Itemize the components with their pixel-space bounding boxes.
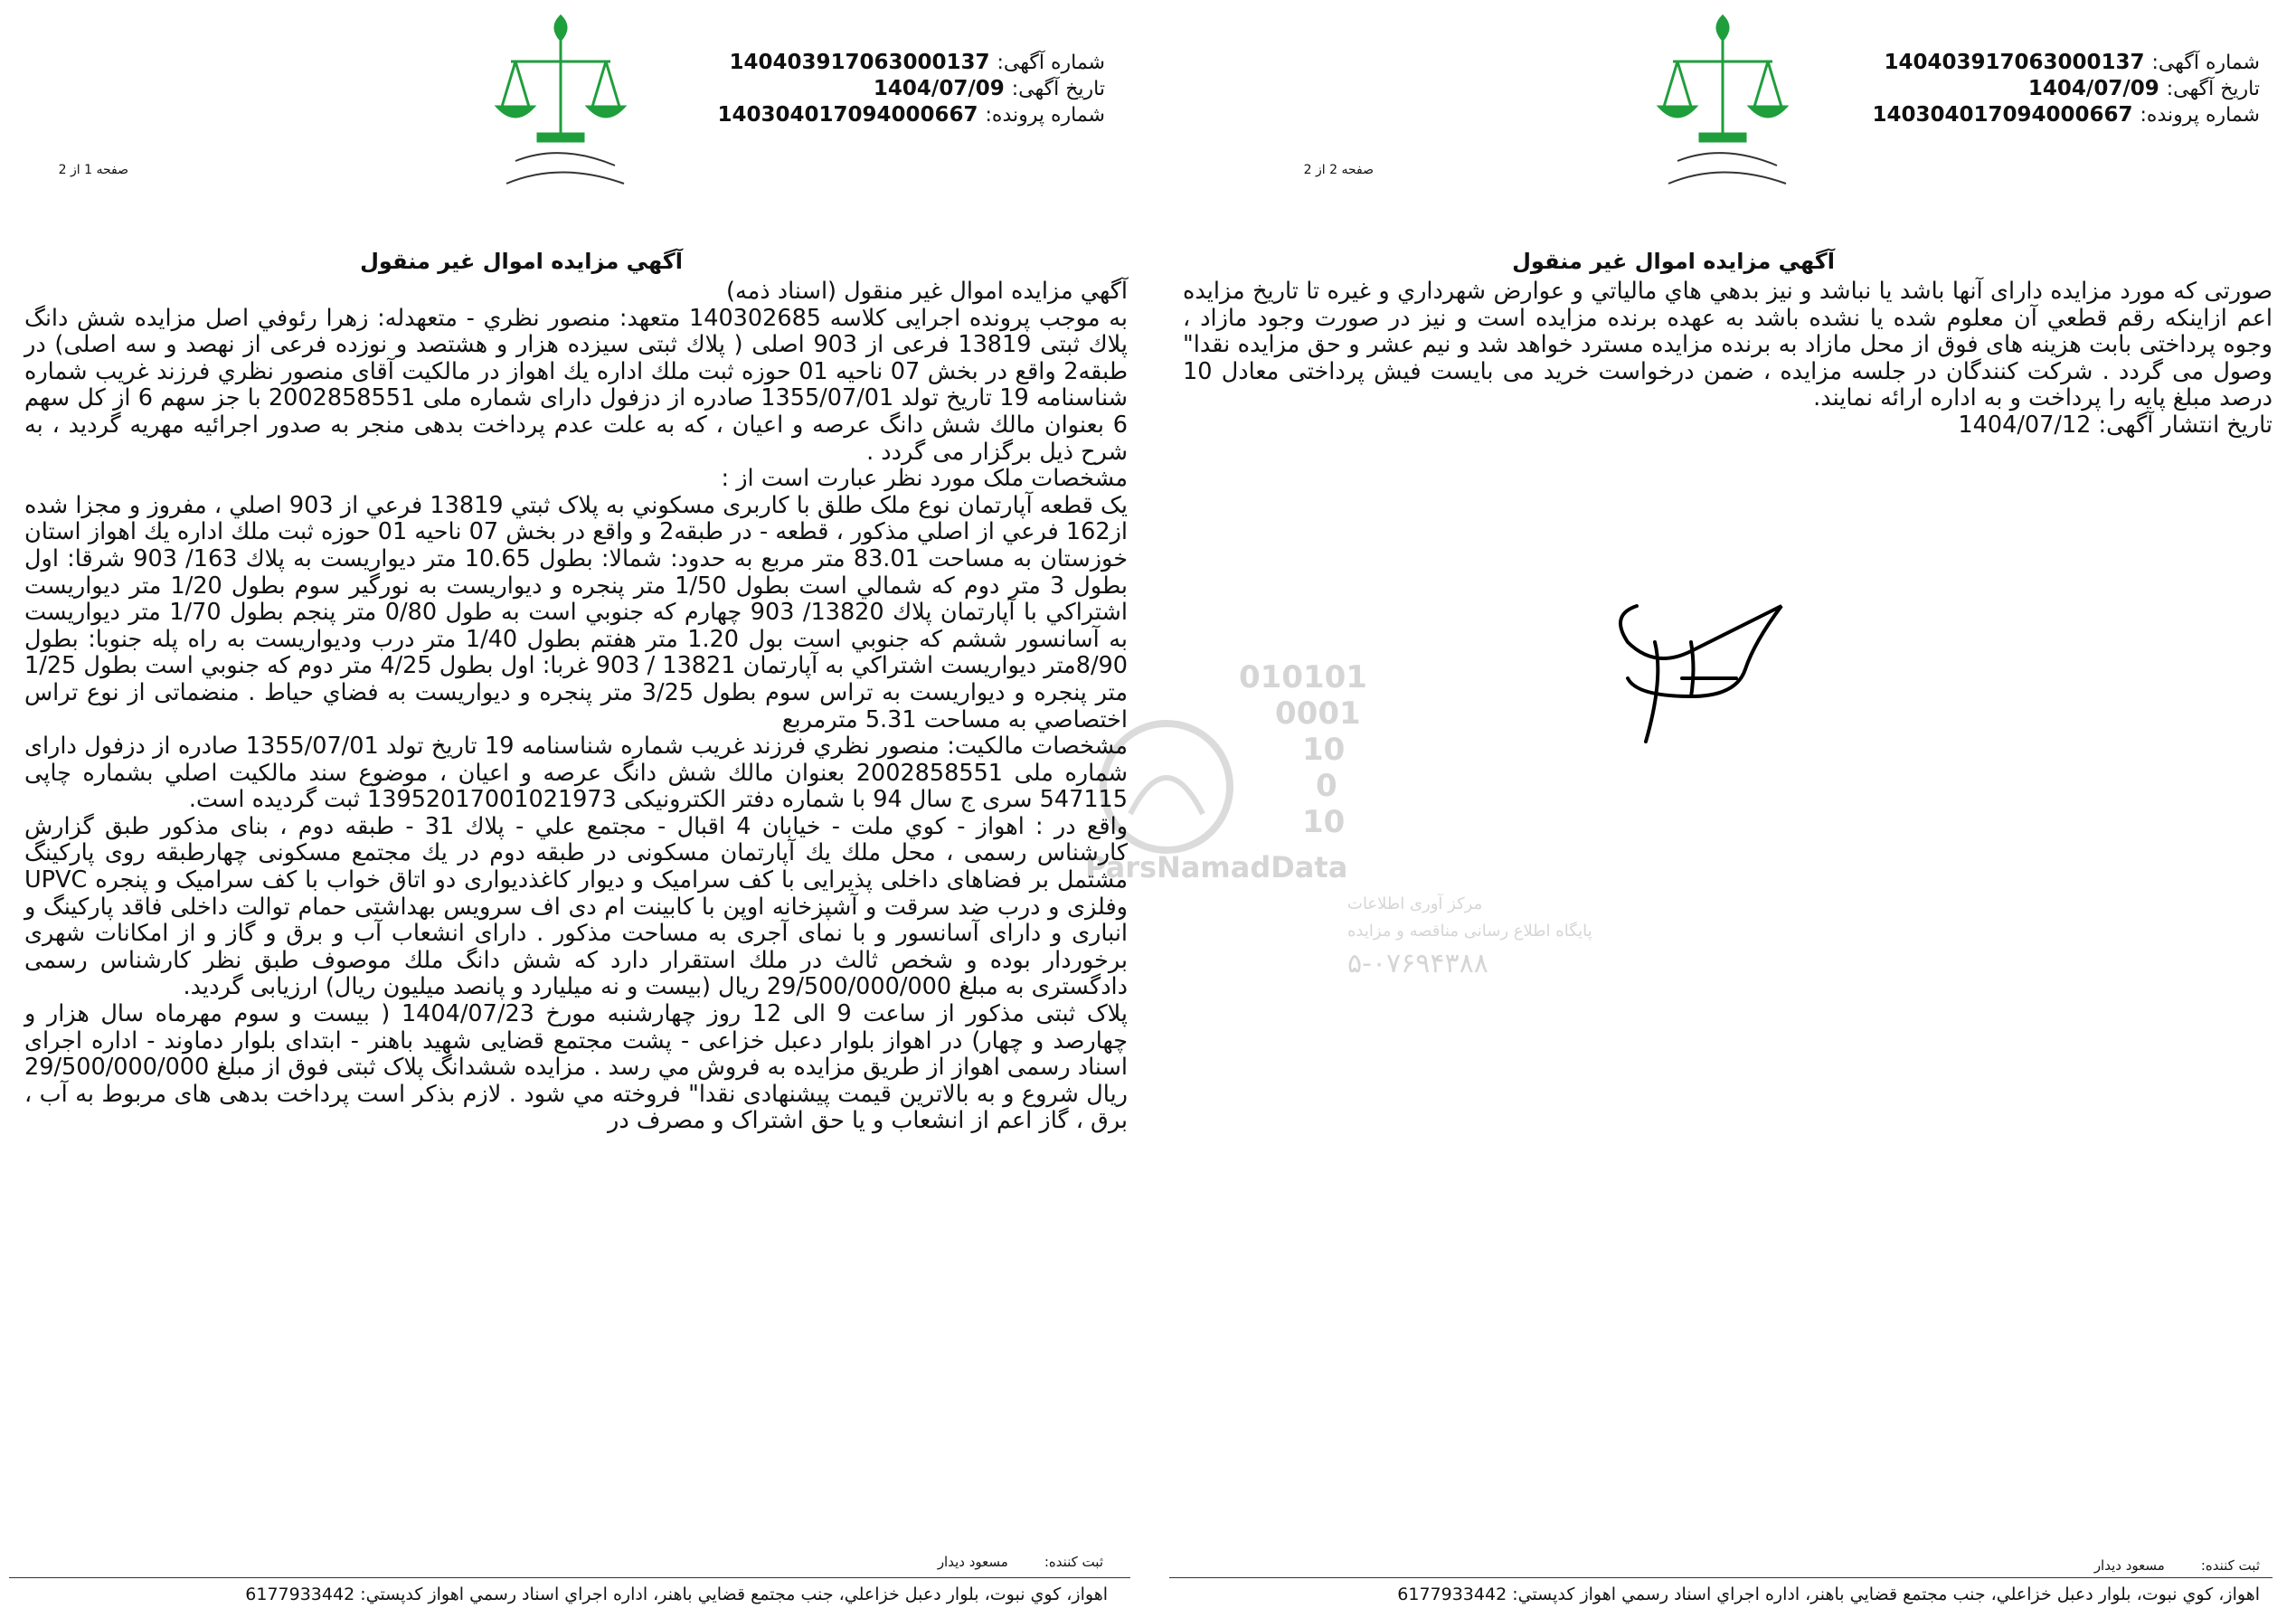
case-number-row: [717, 102, 1105, 128]
watermark-brand: ParsNamadData: [1085, 850, 1348, 884]
watermark-binary-4: 0: [1316, 768, 1337, 804]
case-number-label: شماره پرونده:: [985, 104, 1105, 127]
notice-number: 140403917063000137: [729, 51, 990, 74]
body-paragraph: مشخصات ملک مورد نظر عبارت است از :: [721, 465, 1128, 493]
watermark-phone: ۵-۰۷۶۹۴۳۸۸: [1347, 948, 1488, 979]
emblem-caption: قوه قضاييه - سازمان ثبت اسناد و املاک کشور: [1623, 7, 1641, 8]
judiciary-emblem-icon: [1623, 7, 1804, 202]
body-paragraph: يک قطعه آپارتمان نوع ملک طلق با کاربری مسکوني به پلاک ثبتي 13819 فرعي از 903 اصلي ، مفروز و مجزا شده از162 فرعي از اصلي مذكور ، قطعه - در طبقه2 و واقع در بخش 07 ناحيه 01 حوزه ثبت ملك اداره يك اهواز استان خوزستان به مساحت 83.01 متر مربع به حدود: شمالا: بطول 10.65 متر ديواريست به پلاك 163/ 903 شرقا: اول بطول 3 متر دوم كه شمالي است بطول 1/50 متر پنجره و ديواريست به نورگير سوم بطول 1/20 متر ديواريست اشتراكي با آپارتمان پلاك 13820/ 903 چهارم كه جنوبي است به طول 0/80 متر پنجم بطول 1/70 متر ديواريست به آسانسور ششم كه جنوبي است بول 1.20 متر هفتم بطول 1/40 متر درب وديواريست به راه پله جنوبا: بطول 8/90متر ديواريست اشتراكي به آپارتمان 13821 / 903 غربا: اول بطول 4/25 متر دوم كه جنوبي است بطول 1/25 متر پنجره و ديواريست به تراس سوم بطول 3/25 متر پنجره و ديواريست به فضاي حياط . منضماتی از نوع تراس اختصاصي به مساحت 5.31 مترمربع: [24, 491, 1128, 733]
notice-meta: [1872, 50, 2260, 128]
case-number-row: [1872, 102, 2260, 128]
body-paragraph: آگهي مزايده اموال غير منقول (اسناد ذمه): [726, 278, 1128, 305]
notice-date-row: [717, 76, 1105, 102]
registrar-label: ثبت کننده:: [2200, 1557, 2260, 1574]
notice-page-2: [1148, 0, 2296, 1608]
watermark-binary-3: 10: [1302, 732, 1346, 768]
registrar: [938, 1554, 1103, 1570]
emblem-caption: قوه قضاييه - سازمان ثبت اسناد و املاک کشور: [461, 7, 479, 8]
notice-number: 140403917063000137: [1884, 51, 2145, 74]
notice-date: 1404/07/09: [873, 77, 1005, 100]
signature-icon: [1601, 579, 1800, 751]
body-paragraph: واقع در : اهواز - كوي ملت - خيابان 4 اقبال - مجتمع علي - پلاك 31 - طبقه دوم ، بنای مذكور طبق گزارش كارشناس رسمی ، محل ملك يك آپارتمان مسكونی در طبقه دوم در يك مجتمع مسكونی چهارطبقه روی پاركينگ مشتمل بر فضاهای داخلی پذيرایی با كف سراميک و ديوار كاغذديواری دو اتاق خواب با كف سراميک و پنجره UPVC وفلزی و درب ضد سرقت و آشپزخانه اوپن با كابينت ام دی اف سرويس بهداشتی حمام توالت داخلی فاقد پاركينگ و انباری و دارای آسانسور و با نمای آجری به مساحت مذكور . دارای انشعاب آب و برق و گاز و از امكانات شهری برخوردار بوده و شخص ثالث در ملك استقرار دارد كه شش دانگ ملك موصوف طبق نظر كارشناس رسمی دادگستری به مبلغ 29/500/000/000 ريال (بيست و نه ميليارد و پانصد ميليون ريال) ارزيابی گرديد.: [24, 812, 1129, 1001]
registrar: [2094, 1557, 2260, 1574]
page-indicator: صفحه 2 از 2: [1303, 163, 1374, 177]
notice-date: 1404/07/09: [2027, 77, 2159, 100]
watermark-tagline: پایگاه اطلاع رسانی مناقصه و مزایده: [1347, 922, 1592, 941]
notice-number-row: [717, 50, 1105, 76]
watermark-binary-5: 10: [1302, 804, 1346, 840]
body-paragraph: پلاک ثبتی مذكور از ساعت 9 الی 12 روز چهارشنبه مورخ 1404/07/23 ( بيست و سوم مهرماه سال هزار و چهارصد و چهار) در اهواز بلوار دعبل خزاعی - پشت مجتمع قضايی شهيد باهنر - ابتدای بلوار دماوند - اداره اجرای اسناد رسمی اهواز از طريق مزايده به فروش مي رسد . مزايده ششدانگ پلاک ثبتی فوق از مبلغ 29/500/000/000 ريال شروع و به بالاترين قيمت پيشنهادی نقدا" فروخته مي شود . لازم بذكر است پرداخت بدهی های مربوط به آب ، برق ، گاز اعم از انشعاب و يا حق اشتراک و مصرف در: [24, 1000, 1128, 1135]
registrar-name: مسعود ديدار: [937, 1554, 1008, 1570]
notice-number-label: شماره آگهی:: [997, 52, 1105, 74]
registrar-label: ثبت کننده:: [1044, 1554, 1103, 1570]
publication-date: تاريخ انتشار آگهی: 1404/07/12: [1958, 411, 2272, 439]
notice-body: [1183, 279, 2272, 440]
body-paragraph: به موجب پرونده اجرایی کلاسه 140302685 متعهد: منصور نظري - متعهدله: زهرا رئوفي اصل مزايده شش دانگ پلاك ثبتی 13819 فرعی از 903 اصلی ( پلاك ثبتی سیزده هزار و هشتصد و نوزده فرعی از نهصد و سه اصلی) در طبقه2 واقع در بخش 07 ناحيه 01 حوزه ثبت ملك اداره يك اهواز در مالكيت آقای منصور نظري فرزند غريب شماره شناسنامه 19 تاريخ تولد 1355/07/01 صادره از دزفول دارای شماره ملی 2002858551 با جز سهم 6 از کل سهم 6 بعنوان مالك شش دانگ عرصه و اعيان ، كه به علت عدم پرداخت بدهی منجر به صدور اجرائیه مهریه گردید ، به شرح ذیل برگزار می گردد .: [24, 304, 1129, 466]
registrar-name: مسعود ديدار: [2093, 1557, 2165, 1574]
body-paragraph: صورتی که مورد مزايده دارای آنها باشد يا نباشد و نيز بدهي هاي مالياتي و عوارض شهرداري و غيره تا تاريخ مزايده اعم ازاينكه رقم قطعي آن معلوم شده يا نشده باشد به عهده برنده مزايده است و نيز در صورت وجود مازاد ، وجوه پرداختی بابت هزينه های فوق از محل مازاد به برنده مزايده مسترد خواهد شد و نيم عشر و حق مزايده نقدا" وصول می گردد . شركت كنندگان در جلسه مزايده ، ضمن درخواست خريد می بايست فيش پرداختی معادل 10 درصد مبلغ پايه را پرداخت و به اداره ارائه نمايند.: [1183, 278, 2272, 412]
watermark-binary-2: 0001: [1275, 695, 1361, 732]
case-number-label: شماره پرونده:: [2140, 104, 2260, 127]
notice-date-row: [1872, 76, 2260, 102]
office-address: اهواز، كوي نبوت، بلوار دعبل خزاعلي، جنب مجتمع قضايي باهنر، اداره اجراي اسناد رسمي اهواز کدپستي: 6177933442: [1397, 1584, 2260, 1604]
page-title: آگهي مزايده اموال غير منقول: [360, 249, 683, 274]
footer-divider: [9, 1577, 1130, 1578]
page-indicator: صفحه 1 از 2: [58, 163, 128, 177]
case-number: 140304017094000667: [1872, 103, 2133, 127]
notice-number-row: [1872, 50, 2260, 76]
watermark-tagline-2: مرکز آوری اطلاعات: [1347, 894, 1483, 913]
judiciary-emblem-icon: [461, 7, 642, 202]
body-paragraph: مشخصات مالكيت: منصور نظري فرزند غريب شماره شناسنامه 19 تاريخ تولد 1355/07/01 صادره از دزفول دارای شماره ملی 2002858551 بعنوان مالك شش دانگ عرصه و اعيان ، موضوع سند مالكيت اصلي بشماره چاپی 547115 سری ج سال 94 با شماره دفتر الكترونيكی 13952017001021973 ثبت گرديده است.: [24, 733, 1129, 814]
footer-divider: [1169, 1577, 2272, 1578]
notice-body: [24, 279, 1128, 1135]
notice-date-label: تاریخ آگهی:: [2166, 78, 2260, 100]
notice-number-label: شماره آگهی:: [2151, 52, 2260, 74]
case-number: 140304017094000667: [717, 103, 978, 127]
watermark-binary-1: 010101: [1239, 659, 1367, 695]
notice-meta: [717, 50, 1105, 128]
notice-date-label: تاریخ آگهی:: [1011, 78, 1105, 100]
office-address: اهواز، كوي نبوت، بلوار دعبل خزاعلي، جنب مجتمع قضايي باهنر، اداره اجراي اسناد رسمي اهواز کدپستي: 6177933442: [245, 1584, 1108, 1604]
page-title: آگهي مزايده اموال غير منقول: [1512, 249, 1835, 274]
